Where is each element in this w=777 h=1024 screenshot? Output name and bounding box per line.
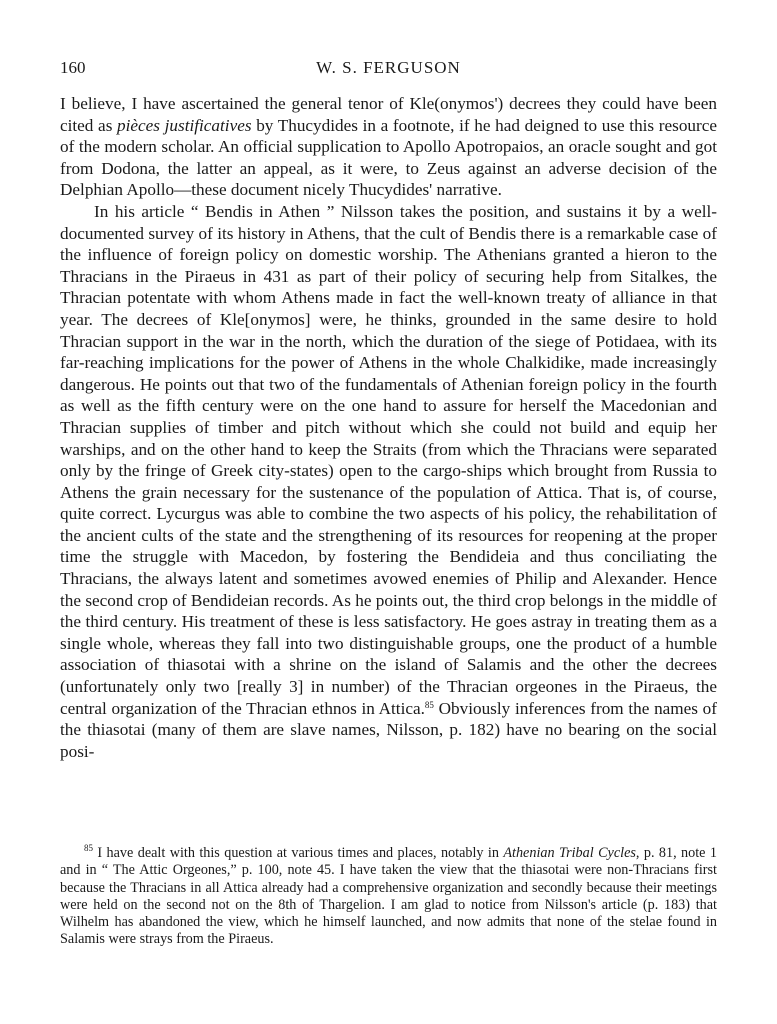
paragraph-1-italic: pièces justificatives <box>117 115 252 135</box>
paragraph-2-text-b: Obviously inferences from the names of the thiasotai (many of them are slave names, Nilsson, p. 182) have no bearing on the social posi- <box>60 698 717 761</box>
footnote-number: 85 <box>84 843 93 853</box>
footnotes <box>60 845 717 949</box>
paragraph-1-text-b: by Thucydides in a footnote, if he had deigned to use this resource of the modern scholar. An official supplication to Apollo Apotropaios, an oracle sought and got from Dodona, the latter an appeal, as it were, to Zeus against an adverse decision of the Delphian Apollo—these document nicely Thucydides' narrative. <box>60 115 717 200</box>
footnote-85 <box>60 845 717 949</box>
page-number: 160 <box>60 58 86 77</box>
body-text <box>60 93 717 762</box>
paragraph-2-text-a: In his article “ Bendis in Athen ” Nilsson takes the position, and sustains it by a well-documented survey of its history in Athens, that the cult of Bendis there is a remarkable case of the influence of foreign policy on domestic worship. The Athenians granted a hieron to the Thracians in the Piraeus in 431 as part of their policy of securing help from Sitalkes, the Thracian potentate with whom Athens made in fact the well-known treaty of alliance in that year. The decrees of Kle[onymos] were, he thinks, grounded in the same desire to hold Thracian support in the war in the north, which the duration of the siege of Potidaea, with its far-reaching implications for the power of Athens in the whole Chalkidike, made increasingly dangerous. He points out that two of the fundamentals of Athenian foreign policy in the fourth as well as the fifth century were on the one hand to assure for herself the Macedonian and Thracian supplies of timber and pitch without which she could not build and equip her warships, and on the other hand to keep the Straits (from which the Thracians were separated only by the fringe of Greek city-states) open to the cargo-ships which brought from Russia to Athens the grain necessary for the sustenance of the population of Attica. That is, of course, quite correct. Lycurgus was able to combine the two aspects of his policy, the rehabilitation of the ancient cults of the state and the strengthening of its resources for reopening at the proper time the struggle with Macedon, by fostering the Bendideia and thus conciliating the Thracians, the always latent and sometimes avowed enemies of Philip and Alexander. Hence the second crop of Bendideian records. As he points out, the third crop belongs in the middle of the third century. His treatment of these is less satisfactory. He goes astray in treating them as a single whole, whereas they fall into two distinguishable groups, one the product of a humble association of thiasotai with a shrine on the island of Salamis and the other the decrees (unfortunately only two [really 3] in number) of the Thracian orgeones in the Piraeus, the central organization of the Thracian ethnos in Attica. <box>60 201 717 718</box>
paragraph-1 <box>60 93 717 201</box>
paragraph-2 <box>60 201 717 762</box>
footnote-reference: 85 <box>424 699 434 710</box>
footnote-text-b: , p. 81, note 1 and in “ The Attic Orgeones,” p. 100, note 45. I have taken the view that the thiasotai were non-Thracians first because the Thracians in all Attica already had a comprehensive organization and secondly because their meetings were held on the second not on the 8th of Thargelion. I am glad to notice from Nilsson's article (p. 183) that Wilhelm has abandoned the view, which he himself launched, and now admits that none of the stelae found in Salamis were strays from the Piraeus. <box>60 845 717 948</box>
running-head: W. S. FERGUSON <box>316 58 461 77</box>
footnote-italic: Athenian Tribal Cycles <box>503 845 636 861</box>
footnote-text-a: I have dealt with this question at various times and places, notably in <box>93 845 504 861</box>
page-header <box>60 58 717 82</box>
paragraph-1-text-a: I believe, I have ascertained the general tenor of Kle(onymos') decrees they could have been cited as <box>60 94 717 135</box>
